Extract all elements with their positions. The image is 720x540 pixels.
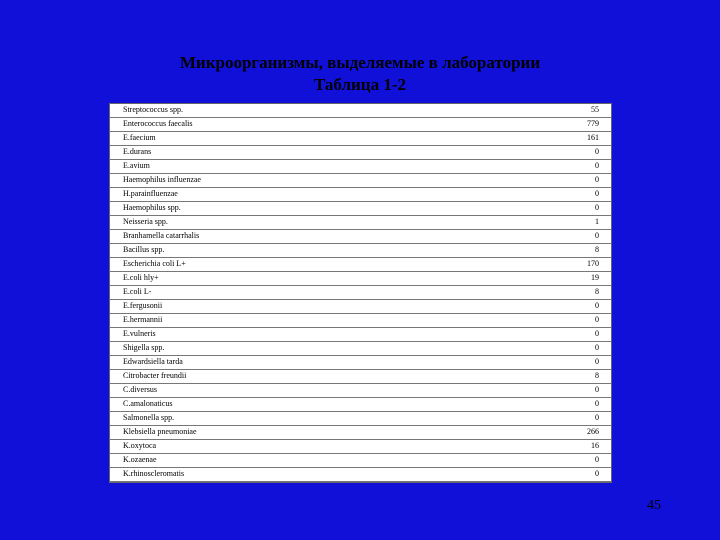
organism-name: K.oxytoca	[123, 441, 157, 450]
table-row	[110, 370, 611, 384]
organism-count: 266	[587, 427, 599, 436]
organism-count: 0	[595, 343, 599, 352]
organism-name: K.rhinoscleromatis	[123, 469, 185, 478]
table-row	[110, 132, 611, 146]
table-row	[110, 412, 611, 426]
organism-name: E.avium	[123, 161, 150, 170]
organism-name: E.coli L-	[123, 287, 152, 296]
organism-name: E.durans	[123, 147, 152, 156]
organism-count: 0	[595, 161, 599, 170]
table-row	[110, 286, 611, 300]
slide-title	[0, 52, 720, 96]
organism-count: 8	[595, 287, 599, 296]
table-row	[110, 384, 611, 398]
organism-name: E.vulneris	[123, 329, 156, 338]
organism-count: 16	[591, 441, 599, 450]
organism-count: 0	[595, 189, 599, 198]
organism-name: Branhamella catarrhalis	[123, 231, 200, 240]
table-row	[110, 314, 611, 328]
organism-count: 8	[595, 371, 599, 380]
organism-count: 19	[591, 273, 599, 282]
organism-name: E.fergusonii	[123, 301, 163, 310]
organism-count: 1	[595, 217, 599, 226]
organism-count: 0	[595, 385, 599, 394]
organism-name: Haemophilus influenzae	[123, 175, 201, 184]
organism-count: 0	[595, 203, 599, 212]
table-row	[110, 188, 611, 202]
organism-name: Escherichia coli L+	[123, 259, 186, 268]
organism-name: Salmonella spp.	[123, 413, 175, 422]
title-line-1: Микроорганизмы, выделяемые в лаборатории	[179, 53, 541, 72]
organism-count: 0	[595, 147, 599, 156]
row-divider	[110, 481, 611, 482]
organism-count: 0	[595, 301, 599, 310]
table-row	[110, 454, 611, 468]
organism-count: 0	[595, 357, 599, 366]
table-row	[110, 202, 611, 216]
table-row	[110, 468, 611, 482]
organism-name: E.coli hly+	[123, 273, 159, 282]
table-row	[110, 398, 611, 412]
table-row	[110, 230, 611, 244]
organism-name: Edwardsiella tarda	[123, 357, 183, 366]
table-row	[110, 146, 611, 160]
organism-count: 0	[595, 175, 599, 184]
table-row	[110, 258, 611, 272]
organism-name: Klebsiella pneumoniae	[123, 427, 197, 436]
table-row	[110, 104, 611, 118]
organism-name: Bacillus spp.	[123, 245, 165, 254]
organism-name: Enterococcus faecalis	[123, 119, 193, 128]
organism-name: E.hermannii	[123, 315, 163, 324]
organism-count: 170	[587, 259, 599, 268]
organism-count: 55	[591, 105, 599, 114]
table-row	[110, 272, 611, 286]
organism-name: Streptococcus spp.	[123, 105, 183, 114]
organism-name: Shigella spp.	[123, 343, 165, 352]
organism-name: Haemophilus spp.	[123, 203, 181, 212]
table-row	[110, 440, 611, 454]
organism-count: 0	[595, 329, 599, 338]
organism-name: Neisseria spp.	[123, 217, 168, 226]
organism-count: 8	[595, 245, 599, 254]
organism-count: 0	[595, 455, 599, 464]
table-row	[110, 216, 611, 230]
organism-name: C.amalonaticus	[123, 399, 173, 408]
microorganisms-table	[109, 103, 612, 483]
page-number: 45	[647, 498, 661, 513]
organism-count: 0	[595, 399, 599, 408]
table-row	[110, 426, 611, 440]
table-row	[110, 174, 611, 188]
table-row	[110, 328, 611, 342]
table-row	[110, 244, 611, 258]
organism-count: 779	[587, 119, 599, 128]
organism-count: 161	[587, 133, 599, 142]
organism-name: H.parainfluenzae	[123, 189, 178, 198]
organism-count: 0	[595, 315, 599, 324]
organism-count: 0	[595, 231, 599, 240]
organism-count: 0	[595, 413, 599, 422]
table-row	[110, 300, 611, 314]
table-row	[110, 342, 611, 356]
table-row	[110, 356, 611, 370]
organism-name: C.diversus	[123, 385, 157, 394]
organism-name: Citrobacter freundii	[123, 371, 187, 380]
title-line-2: Таблица 1-2	[313, 75, 407, 94]
organism-name: K.ozaenae	[123, 455, 157, 464]
table-row	[110, 160, 611, 174]
table-row	[110, 118, 611, 132]
organism-count: 0	[595, 469, 599, 478]
organism-name: E.faecium	[123, 133, 156, 142]
